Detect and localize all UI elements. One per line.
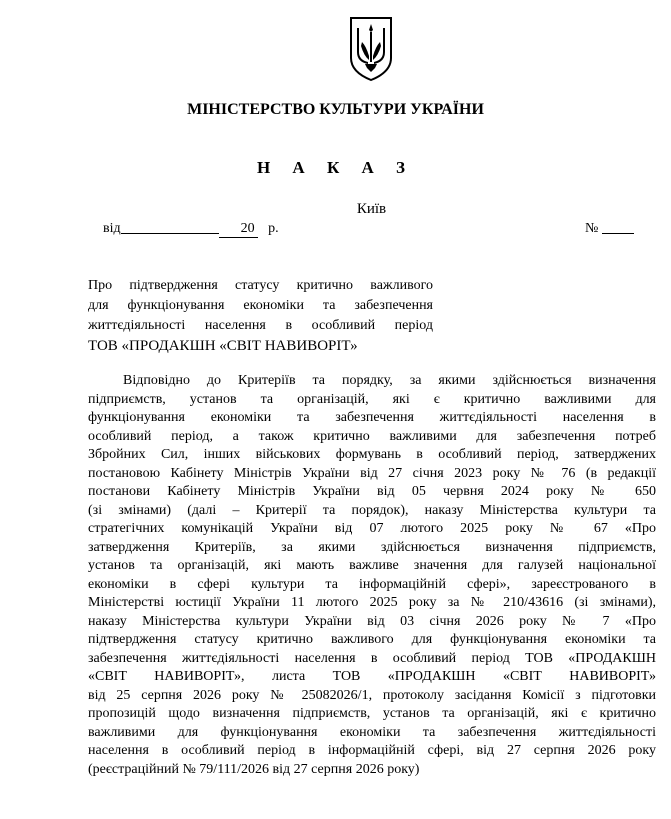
subject-line: Про підтвердження статусу критично важливого — [88, 278, 433, 293]
body-line: забезпечення життєдіяльності населення в особливий період ТОВ «ПРОДАКШН — [88, 650, 656, 666]
date-prefix: від — [103, 221, 121, 236]
body-line: (зі змінами) (далі – Критерії та порядок), наказу Міністерства культури та — [88, 502, 656, 518]
body-line: економіки в сфері культури та інформаційній сфері», зареєстрованого в — [88, 576, 656, 592]
body-line: (реєстраційний № 79/111/2026 від 27 серпня 2026 року) — [88, 761, 420, 777]
body-line: функціонування економіки та забезпечення життєдіяльності населення в — [88, 410, 656, 425]
city: Київ — [356, 201, 387, 217]
subject-line: життєдіяльності населення в особливий період — [88, 318, 433, 333]
body-line: Збройних Сил, інших військових формувань в особливий період, затверджених — [88, 447, 656, 462]
body-line: «СВІТ НАВИВОРІТ», листа ТОВ «ПРОДАКШН «СВІТ НАВИВОРІТ» — [88, 669, 656, 684]
body-line: важливими для функціонування економіки та забезпечення життєдіяльності — [88, 724, 656, 740]
order-title: Н А К А З — [256, 158, 415, 177]
body-line: особливий період, а також критично важливими для забезпечення потреб — [88, 428, 656, 444]
body-line: від 25 серпня 2026 року № 25082026/1, протоколу засідання Комісії з підготовки — [88, 687, 656, 703]
body-line: підтвердження статусу критично важливого для функціонування економіки та — [88, 632, 656, 647]
body-line: Міністерстві юстиції України 11 лютого 2025 року за № 210/43616 (зі змінами), — [88, 595, 656, 610]
body-line: пропозицій щодо визначення підприємств, установ та організацій, які є критично — [88, 706, 656, 721]
order-body — [88, 372, 656, 779]
body-line: постановою Кабінету Міністрів України від 27 січня 2023 року № 76 (в редакції — [88, 465, 656, 481]
ukraine-trident-emblem-icon — [348, 16, 394, 82]
body-line: затвердження Критеріїв, за якими здійснюється визначення підприємств, — [88, 539, 656, 555]
date-suffix: р. — [268, 221, 279, 236]
number-prefix: № — [585, 221, 599, 236]
number-blank — [602, 219, 634, 234]
subject-line: ТОВ «ПРОДАКШН «СВІТ НАВИВОРІТ» — [88, 338, 358, 354]
order-subject — [88, 276, 433, 356]
body-line: постанови Кабінету Міністрів України від 05 червня 2024 року № 650 — [88, 484, 656, 499]
body-line: стратегічних комунікацій України від 07 лютого 2025 року № 67 «Про — [88, 521, 656, 536]
ministry-title: МІНІСТЕРСТВО КУЛЬТУРИ УКРАЇНИ — [187, 101, 484, 118]
date-blank — [121, 219, 219, 234]
subject-line: для функціонування економіки та забезпечення — [88, 298, 433, 313]
body-line: наказу Міністерства культури України від 03 січня 2026 року № 7 «Про — [88, 613, 656, 629]
body-line: населення в особливий період в інформаційній сфері, від 27 серпня 2026 року — [88, 743, 656, 758]
body-line: підприємств, установ та організацій, які є критично важливими для — [88, 391, 656, 407]
date-day: 20 — [219, 221, 258, 238]
body-line: Відповідно до Критеріїв та порядку, за якими здійснюється визначення — [123, 373, 656, 388]
order-number-line — [585, 219, 634, 237]
body-line: установ та організацій, які мають важливе значення для галузей національної — [88, 558, 656, 573]
date-line — [103, 219, 279, 238]
